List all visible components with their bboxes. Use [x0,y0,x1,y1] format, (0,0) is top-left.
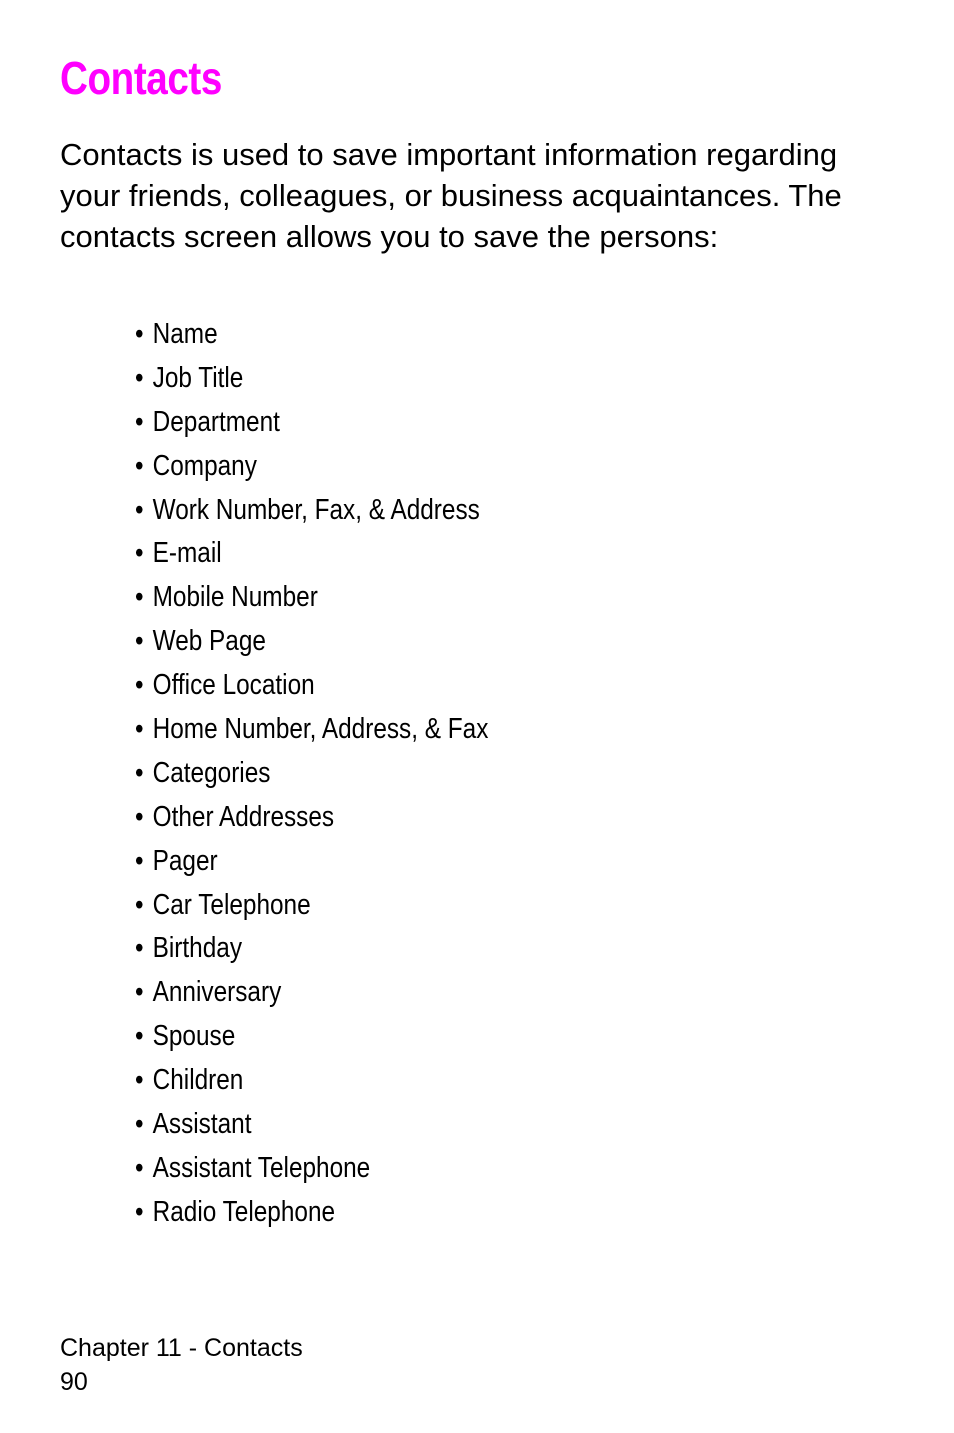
list-item [135,1147,488,1191]
list-item-label: E-mail [152,537,222,570]
bullet-icon: • [135,1195,144,1228]
list-item-label: Assistant [152,1108,252,1141]
list-item-label: Radio Telephone [152,1195,336,1228]
bullet-icon: • [135,888,144,921]
list-item-label: Name [152,318,218,350]
list-item-label: Office Location [152,669,315,702]
list-item [135,840,488,884]
bullet-icon: • [135,669,144,702]
list-item-label: Other Addresses [152,800,335,833]
intro-paragraph: Contacts is used to save important information regarding your friends, colleagues, or business acquaintances. The contacts screen allows you to save the persons: [60,137,842,254]
list-item-label: Mobile Number [152,581,318,614]
list-item [135,576,488,620]
bullet-icon: • [135,537,144,570]
list-item [135,1191,488,1235]
chapter-label: Chapter 11 - Contacts [60,1334,303,1362]
bullet-icon: • [135,844,144,877]
list-item-label: Birthday [152,932,243,965]
bullet-icon: • [135,625,144,658]
bullet-icon: • [135,493,144,526]
list-item-label: Categories [152,756,271,789]
list-item [135,796,488,840]
page-title: Contacts [60,52,222,104]
list-item [135,752,488,796]
bullet-icon: • [135,581,144,614]
list-item-label: Company [152,449,257,482]
list-item-label: Department [152,405,280,438]
list-item-label: Assistant Telephone [152,1151,371,1184]
list-item [135,927,488,971]
bullet-icon: • [135,1108,144,1141]
bullet-icon: • [135,361,144,394]
list-item-label: Children [152,1064,244,1097]
list-item [135,1059,488,1103]
list-item [135,620,488,664]
bullet-icon: • [135,932,144,965]
list-item [135,357,488,401]
list-item [135,664,488,708]
list-item-label: Work Number, Fax, & Address [152,493,480,526]
list-item [135,489,488,533]
list-item [135,532,488,576]
list-item-label: Job Title [152,361,244,394]
bullet-icon: • [135,756,144,789]
bullet-icon: • [135,1020,144,1053]
list-item-label: Anniversary [152,976,282,1009]
list-item [135,884,488,928]
bullet-icon: • [135,318,144,350]
bullet-icon: • [135,976,144,1009]
bullet-icon: • [135,800,144,833]
contact-fields-list [135,313,556,1235]
list-item [135,401,488,445]
bullet-icon: • [135,1064,144,1097]
bullet-icon: • [135,405,144,438]
page-number: 90 [60,1368,88,1396]
bullet-icon: • [135,1151,144,1184]
list-item [135,1015,488,1059]
list-item-label: Web Page [152,625,266,658]
list-item-label: Car Telephone [152,888,311,921]
bullet-icon: • [135,449,144,482]
bullet-icon: • [135,713,144,746]
list-item [135,445,488,489]
page-footer [60,1331,303,1399]
list-item-label: Home Number, Address, & Fax [152,713,489,746]
list-item [135,1103,488,1147]
list-item [135,971,488,1015]
list-item [135,708,488,752]
list-item-label: Spouse [152,1020,236,1053]
list-item [135,313,488,357]
list-item-label: Pager [152,844,218,877]
